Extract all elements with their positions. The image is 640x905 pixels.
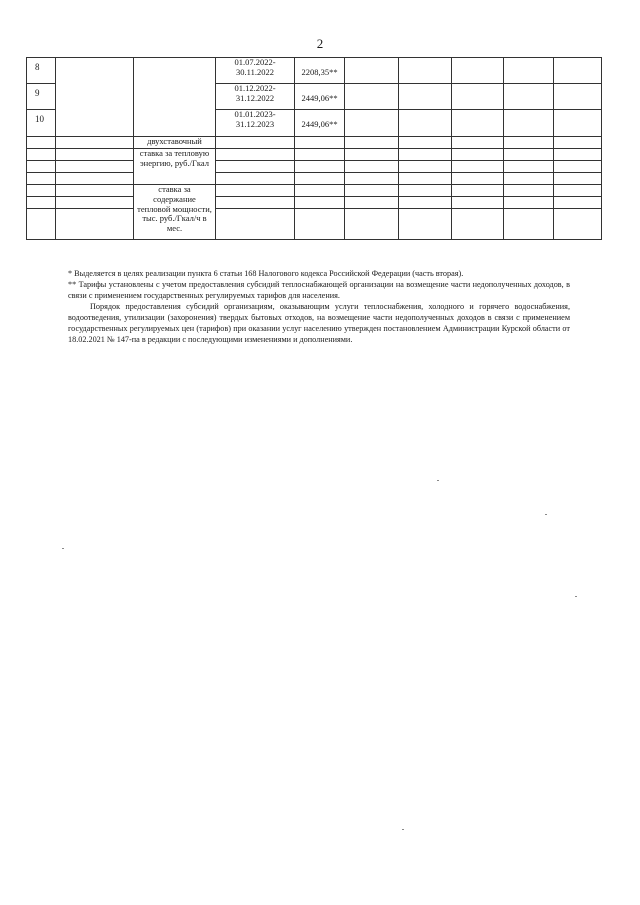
table-cell	[295, 209, 345, 240]
period-cell	[216, 58, 295, 84]
table-cell	[295, 185, 345, 197]
scan-speck	[402, 829, 404, 830]
table-cell	[345, 84, 399, 110]
table-cell	[345, 110, 399, 137]
table-cell	[56, 197, 134, 209]
table-cell	[452, 110, 504, 137]
table-cell	[345, 149, 399, 161]
table-row	[27, 137, 602, 149]
table-cell	[452, 209, 504, 240]
row-number: 10	[27, 110, 56, 137]
table-cell	[27, 149, 56, 161]
table-row	[27, 173, 602, 185]
table-cell	[399, 197, 452, 209]
period-from: 01.12.2022-	[234, 83, 276, 93]
table-cell	[399, 161, 452, 173]
table-cell	[216, 185, 295, 197]
table-cell	[554, 185, 602, 197]
table-cell	[56, 185, 134, 197]
table-cell	[56, 149, 134, 161]
table-cell	[27, 197, 56, 209]
table-cell	[345, 197, 399, 209]
table-cell	[399, 137, 452, 149]
table-cell	[216, 197, 295, 209]
period-to: 30.11.2022	[236, 66, 274, 77]
table-cell	[504, 197, 554, 209]
table-cell	[504, 185, 554, 197]
table-row	[27, 185, 602, 197]
period-cell	[216, 110, 295, 137]
table-row	[27, 161, 602, 173]
table-cell	[345, 161, 399, 173]
two-part-label: двухставочный	[134, 137, 216, 149]
table-cell	[504, 161, 554, 173]
table-cell	[554, 84, 602, 110]
table-cell	[554, 149, 602, 161]
table-cell	[216, 137, 295, 149]
tariff-table	[26, 57, 602, 240]
table-cell	[504, 209, 554, 240]
table-cell	[504, 173, 554, 185]
capacity-rate-label: ставка за содержание тепловой мощности, тыс. руб./Гкал/ч в мес.	[134, 185, 216, 240]
table-cell	[452, 84, 504, 110]
table-cell	[345, 209, 399, 240]
table-cell	[452, 149, 504, 161]
tariff-value: 2449,06**	[295, 110, 345, 137]
table-cell	[504, 149, 554, 161]
table-cell	[399, 149, 452, 161]
table-cell	[554, 197, 602, 209]
table-cell	[399, 173, 452, 185]
table-cell	[399, 110, 452, 137]
table-cell	[345, 185, 399, 197]
table-row	[27, 58, 602, 84]
footnotes	[68, 268, 570, 345]
period-from: 01.07.2022-	[234, 57, 276, 67]
table-cell	[504, 137, 554, 149]
table-cell	[452, 58, 504, 84]
table-cell	[399, 58, 452, 84]
period-cell	[216, 84, 295, 110]
scan-speck	[62, 548, 64, 549]
table-cell	[295, 173, 345, 185]
table-cell	[216, 149, 295, 161]
table-cell	[504, 84, 554, 110]
table-cell	[345, 173, 399, 185]
table-cell	[504, 110, 554, 137]
table-cell	[56, 161, 134, 173]
subsidy-procedure-paragraph: Порядок предоставления субсидий организациям, оказывающим услуги теплоснабжения, холодного и горячего водоснабжения, водоотведения, утилизации (захоронения) твердых бытовых отходов, на возмещение части недополученных доходов в связи с применением государственных регулируемых цен (тарифов) при оказании услуг населению утвержден постановлением Администрации Курской области от 18.02.2021 № 147-па в редакции с последующими изменениями и дополнениями.	[68, 302, 570, 344]
table-cell	[216, 161, 295, 173]
table-cell	[27, 173, 56, 185]
table-cell	[216, 173, 295, 185]
table-cell	[452, 161, 504, 173]
table-cell	[216, 209, 295, 240]
table-cell	[295, 137, 345, 149]
page-number: 2	[316, 36, 324, 51]
table-cell	[345, 58, 399, 84]
period-to: 31.12.2023	[235, 118, 275, 129]
table-cell	[554, 173, 602, 185]
table-cell	[399, 209, 452, 240]
table-cell	[27, 209, 56, 240]
tariff-value: 2449,06**	[295, 84, 345, 110]
tariff-value: 2208,35**	[295, 58, 345, 84]
table-cell	[399, 185, 452, 197]
table-cell	[554, 161, 602, 173]
scan-speck	[575, 596, 577, 597]
table-cell	[554, 137, 602, 149]
table-cell	[554, 58, 602, 84]
footnote-subsidy: ** Тарифы установлены с учетом предоставления субсидий теплоснабжающей организации на возмещение части недополученных доходов, в связи с применением государственных регулируемых тарифов для населения.	[68, 280, 570, 300]
table-cell	[504, 58, 554, 84]
table-row	[27, 209, 602, 240]
table-cell	[56, 209, 134, 240]
energy-rate-label: ставка за тепловую энергию, руб./Гкал	[134, 149, 216, 185]
table-row	[27, 149, 602, 161]
table-cell	[27, 185, 56, 197]
table-cell	[56, 58, 134, 137]
table-cell	[27, 161, 56, 173]
row-number: 8	[27, 58, 56, 84]
table-cell	[295, 149, 345, 161]
table-cell	[56, 137, 134, 149]
table-cell	[452, 185, 504, 197]
table-cell	[27, 137, 56, 149]
table-cell	[554, 209, 602, 240]
table-cell	[452, 137, 504, 149]
footnote-vat: * Выделяется в целях реализации пункта 6 статьи 168 Налогового кодекса Российской Федерации (часть вторая).	[68, 269, 464, 278]
table-cell	[295, 161, 345, 173]
period-from: 01.01.2023-	[234, 109, 276, 119]
table-cell	[56, 173, 134, 185]
table-cell	[345, 137, 399, 149]
table-cell	[134, 58, 216, 137]
period-to: 31.12.2022	[235, 92, 275, 103]
table-cell	[452, 197, 504, 209]
row-number: 9	[27, 84, 56, 110]
table-cell	[399, 84, 452, 110]
table-cell	[554, 110, 602, 137]
table-row	[27, 197, 602, 209]
table-cell	[452, 173, 504, 185]
table-cell	[295, 197, 345, 209]
scan-speck	[437, 480, 439, 481]
scan-speck	[545, 514, 547, 515]
